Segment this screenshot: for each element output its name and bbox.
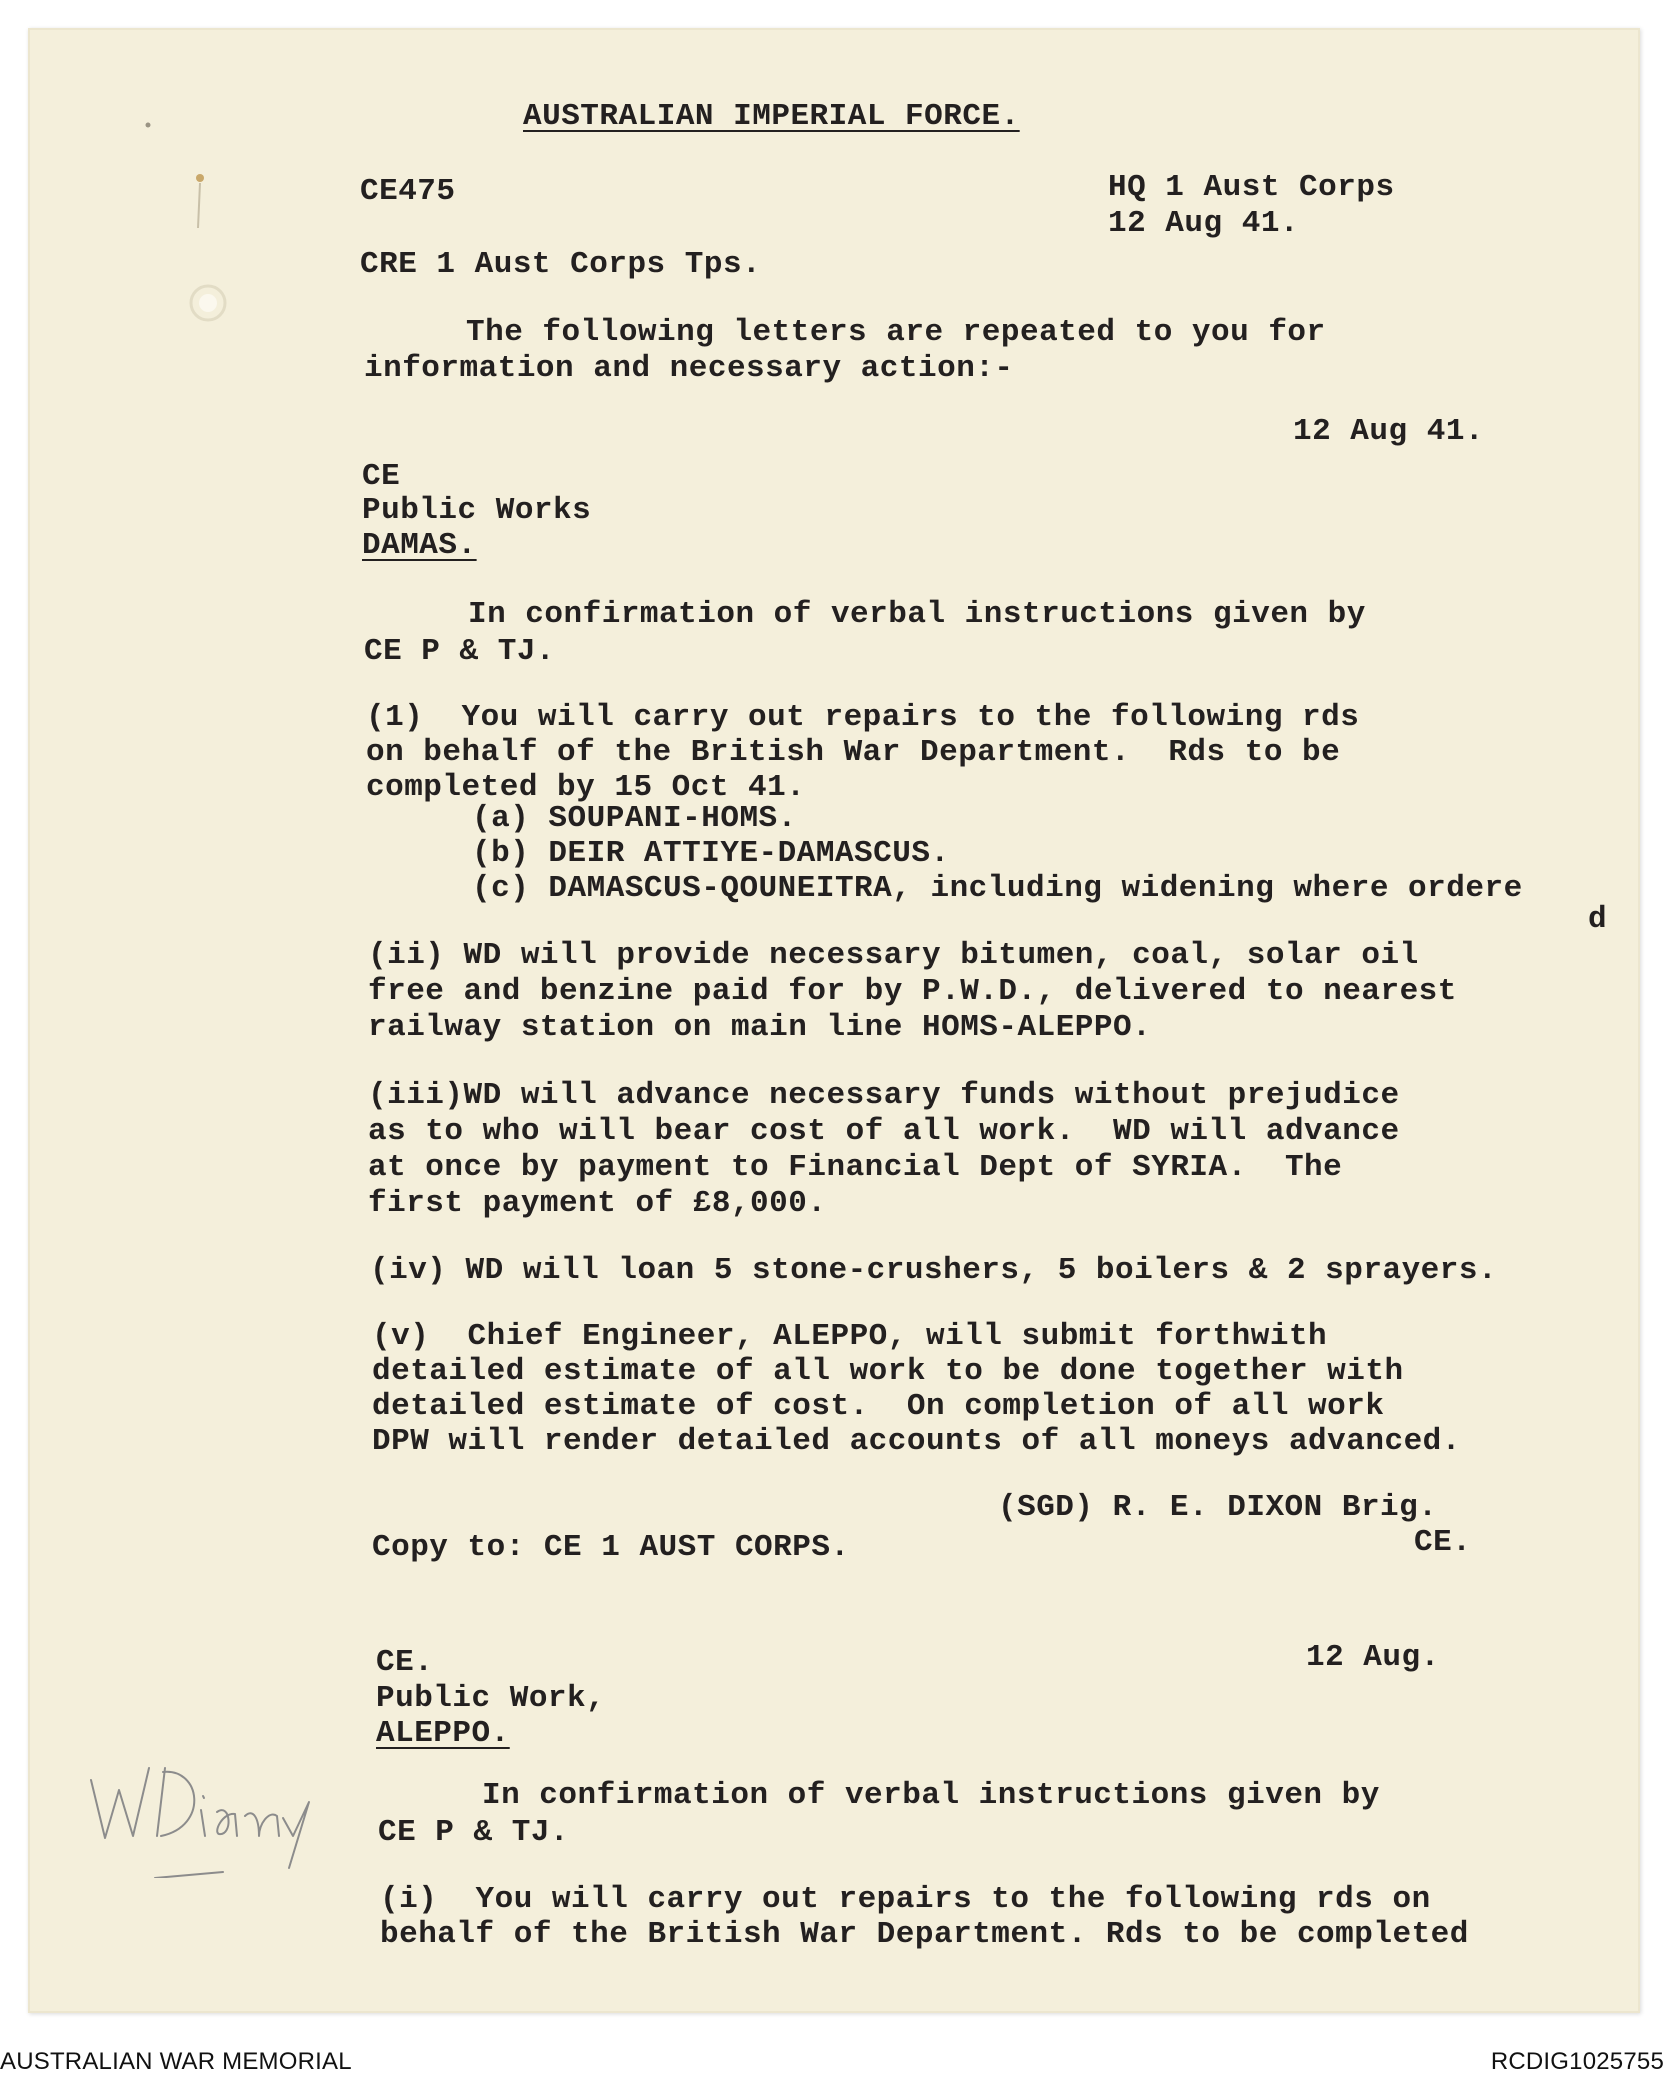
letter1-para5-line-1: (v) Chief Engineer, ALEPPO, will submit forthwith xyxy=(372,1319,1328,1354)
letter1-date: 12 Aug 41. xyxy=(1293,414,1485,449)
letter1-para5-line-4: DPW will render detailed accounts of all moneys advanced. xyxy=(372,1424,1461,1459)
letter1-signature: (SGD) R. E. DIXON Brig. xyxy=(998,1490,1438,1525)
letter1-para3-line-1: (iii)WD will advance necessary funds without prejudice xyxy=(368,1078,1400,1113)
sender-date: 12 Aug 41. xyxy=(1108,206,1300,241)
letter2-para1-line-1: (i) You will carry out repairs to the following rds on xyxy=(380,1882,1431,1917)
letter2-to-line-2: Public Work, xyxy=(376,1681,606,1716)
handwritten-annotation xyxy=(83,1728,323,1878)
reference-number: CE475 xyxy=(360,174,456,209)
letter2-confirmation-2: CE P & TJ. xyxy=(378,1815,570,1850)
letter1-para2-line-3: railway station on main line HOMS-ALEPPO. xyxy=(368,1010,1152,1045)
letter1-para1-line-2: on behalf of the British War Department. Rds to be xyxy=(366,735,1341,770)
intro-line-1: The following letters are repeated to you for xyxy=(466,315,1326,350)
letter1-para1-item-c: (c) DAMASCUS-QOUNEITRA, including widening where ordere xyxy=(472,871,1523,906)
letter1-para4-line-1: (iv) WD will loan 5 stone-crushers, 5 boilers & 2 sprayers. xyxy=(370,1253,1498,1288)
letter1-para3-line-3: at once by payment to Financial Dept of SYRIA. The xyxy=(368,1150,1343,1185)
letter2-to-line-3: ALEPPO. xyxy=(376,1716,510,1751)
footer-source: AUSTRALIAN WAR MEMORIAL xyxy=(0,2048,352,2075)
letter1-para5-line-3: detailed estimate of cost. On completion of all work xyxy=(372,1389,1385,1424)
letter2-date: 12 Aug. xyxy=(1306,1640,1440,1675)
document-page xyxy=(28,28,1640,2013)
letter1-para1-item-c-overflow: d xyxy=(1588,902,1608,937)
letter2-para1-line-2: behalf of the British War Department. Rds to be completed xyxy=(380,1917,1469,1952)
letter1-para2-line-2: free and benzine paid for by P.W.D., delivered to nearest xyxy=(368,974,1457,1009)
footer-image-id: RCDIG1025755 xyxy=(1490,2048,1664,2075)
letter1-para1-item-a: (a) SOUPANI-HOMS. xyxy=(472,801,797,836)
heading: AUSTRALIAN IMPERIAL FORCE. xyxy=(523,99,1020,134)
letter1-confirmation-2: CE P & TJ. xyxy=(364,634,556,669)
letter2-to-line-1: CE. xyxy=(376,1645,434,1680)
letter1-to-line-3: DAMAS. xyxy=(362,528,477,563)
sender-unit: HQ 1 Aust Corps xyxy=(1108,170,1395,205)
letter1-para3-line-4: first payment of £8,000. xyxy=(368,1186,827,1221)
letter1-para1-item-b: (b) DEIR ATTIYE-DAMASCUS. xyxy=(472,836,950,871)
letter1-para5-line-2: detailed estimate of all work to be done together with xyxy=(372,1354,1404,1389)
pin-hole-marks xyxy=(128,88,278,348)
addressee: CRE 1 Aust Corps Tps. xyxy=(360,247,762,282)
intro-line-2: information and necessary action:- xyxy=(364,351,1014,386)
letter1-to-line-2: Public Works xyxy=(362,493,592,528)
letter1-para2-line-1: (ii) WD will provide necessary bitumen, coal, solar oil xyxy=(368,938,1419,973)
letter1-para3-line-2: as to who will bear cost of all work. WD will advance xyxy=(368,1114,1400,1149)
letter2-confirmation-1: In confirmation of verbal instructions given by xyxy=(482,1778,1380,1813)
letter1-signature-title: CE. xyxy=(1414,1525,1472,1560)
letter1-para1-line-3: completed by 15 Oct 41. xyxy=(366,770,806,805)
letter1-para1-line-1: (1) You will carry out repairs to the following rds xyxy=(366,700,1360,735)
letter1-copy-to: Copy to: CE 1 AUST CORPS. xyxy=(372,1530,850,1565)
letter1-confirmation-1: In confirmation of verbal instructions given by xyxy=(468,597,1366,632)
letter1-to-line-1: CE xyxy=(362,459,401,494)
